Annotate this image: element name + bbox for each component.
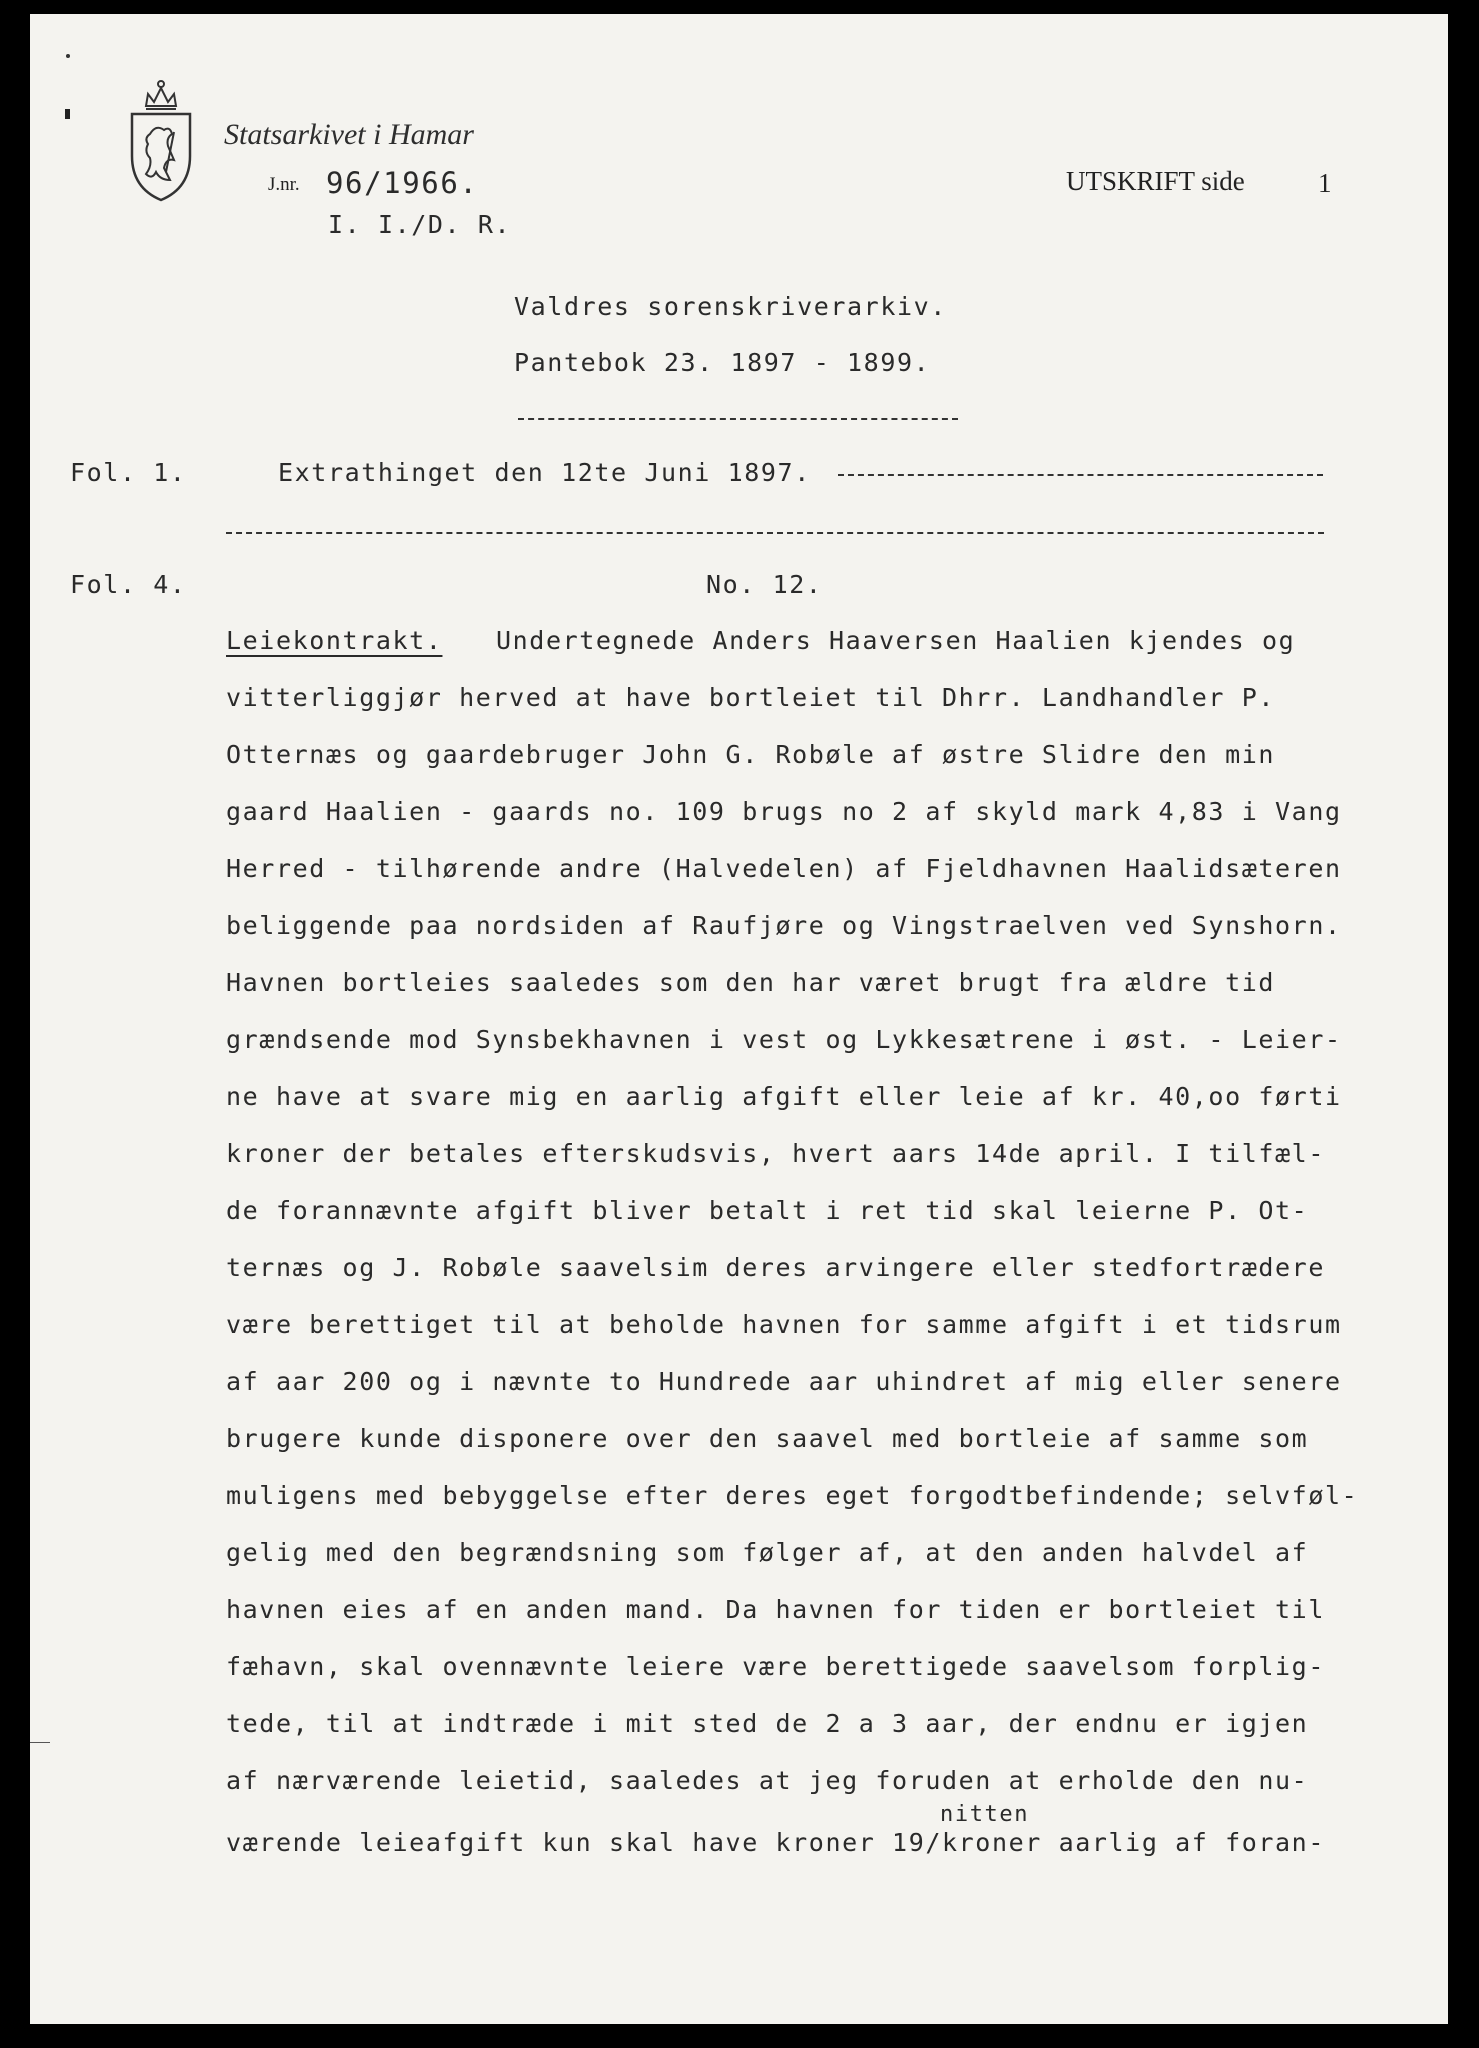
body-line: havnen eies af en anden mand. Da havnen for tiden er bortleiet til (226, 1595, 1325, 1624)
jnr-value: 96/1966. (326, 166, 479, 200)
fol-4-label: Fol. 4. (70, 570, 187, 599)
body-line: gelig med den begrændsning som følger af, at den anden halvdel af (226, 1538, 1309, 1567)
body-line: ne have at svare mig en aarlig afgift eller leie af kr. 40,oo førti (226, 1082, 1342, 1111)
margin-tick (30, 1742, 50, 1743)
document-number: No. 12. (706, 570, 823, 599)
body-line: Herred - tilhørende andre (Halvedelen) af Fjeldhavnen Haalidsæteren (226, 854, 1342, 883)
volume-title: Pantebok 23. 1897 - 1899. (514, 348, 931, 377)
body-line: Otternæs og gaardebruger John G. Robøle af østre Slidre den min (226, 740, 1276, 769)
body-line: af nærværende leietid, saaledes at jeg foruden at erholde den nu- (226, 1766, 1309, 1795)
margin-dot (66, 54, 70, 58)
jnr-label: J.nr. (268, 174, 300, 195)
body-line: grændsende mod Synsbekhavnen i vest og Lykkesætrene i øst. - Leier- (226, 1025, 1342, 1054)
fol-1-label: Fol. 1. (70, 458, 187, 487)
heading-leiekontrakt: Leiekontrakt. (226, 626, 443, 655)
fol-1-entry: Extrathinget den 12te Juni 1897. (278, 458, 811, 487)
body-line: de forannævnte afgift bliver betalt i ret tid skal leierne P. Ot- (226, 1196, 1309, 1225)
body-line: brugere kunde disponere over den saavel med bortleie af samme som (226, 1424, 1309, 1453)
body-line: ternæs og J. Robøle saavelsim deres arvingere eller stedfortrædere (226, 1253, 1325, 1282)
coat-of-arms-icon (126, 76, 196, 206)
body-line: være berettiget til at beholde havnen for samme afgift i et tidsrum (226, 1310, 1342, 1339)
document-page (30, 14, 1448, 2024)
fol-1-rule (838, 474, 1323, 476)
body-line: fæhavn, skal ovennævnte leiere være berettigede saavelsom forplig- (226, 1652, 1325, 1681)
title-rule (518, 418, 958, 420)
body-line: Havnen bortleies saaledes som den har været brugt fra ældre tid (226, 968, 1276, 997)
body-line: beliggende paa nordsiden af Raufjøre og Vingstraelven ved Synshorn. (226, 911, 1342, 940)
margin-mark (65, 109, 70, 119)
body-line: muligens med bebyggelse efter deres eget forgodtbefindende; selvføl- (226, 1481, 1359, 1510)
body-line: Undertegnede Anders Haaversen Haalien kjendes og (496, 626, 1296, 655)
initials: I. I./D. R. (328, 210, 512, 239)
body-line: vitterliggjør herved at have bortleiet til Dhrr. Landhandler P. (226, 683, 1276, 712)
body-line: af aar 200 og i nævnte to Hundrede aar uhindret af mig eller senere (226, 1367, 1342, 1396)
interlinear-insertion: nitten (940, 1802, 1030, 1827)
body-line: tede, til at indtræde i mit sted de 2 a 3 aar, der endnu er igjen (226, 1709, 1309, 1738)
archive-title: Valdres sorenskriverarkiv. (514, 292, 947, 321)
utskrift-label: UTSKRIFT side (1066, 166, 1245, 196)
body-line: gaard Haalien - gaards no. 109 brugs no 2 af skyld mark 4,83 i Vang (226, 797, 1342, 826)
archive-name: Statsarkivet i Hamar (224, 118, 474, 151)
body-line: værende leieafgift kun skal have kroner 19/kroner aarlig af foran- (226, 1828, 1325, 1857)
page-number: 1 (1318, 168, 1332, 198)
body-line: kroner der betales efterskudsvis, hvert aars 14de april. I tilfæl- (226, 1139, 1325, 1168)
section-rule (226, 532, 1324, 534)
